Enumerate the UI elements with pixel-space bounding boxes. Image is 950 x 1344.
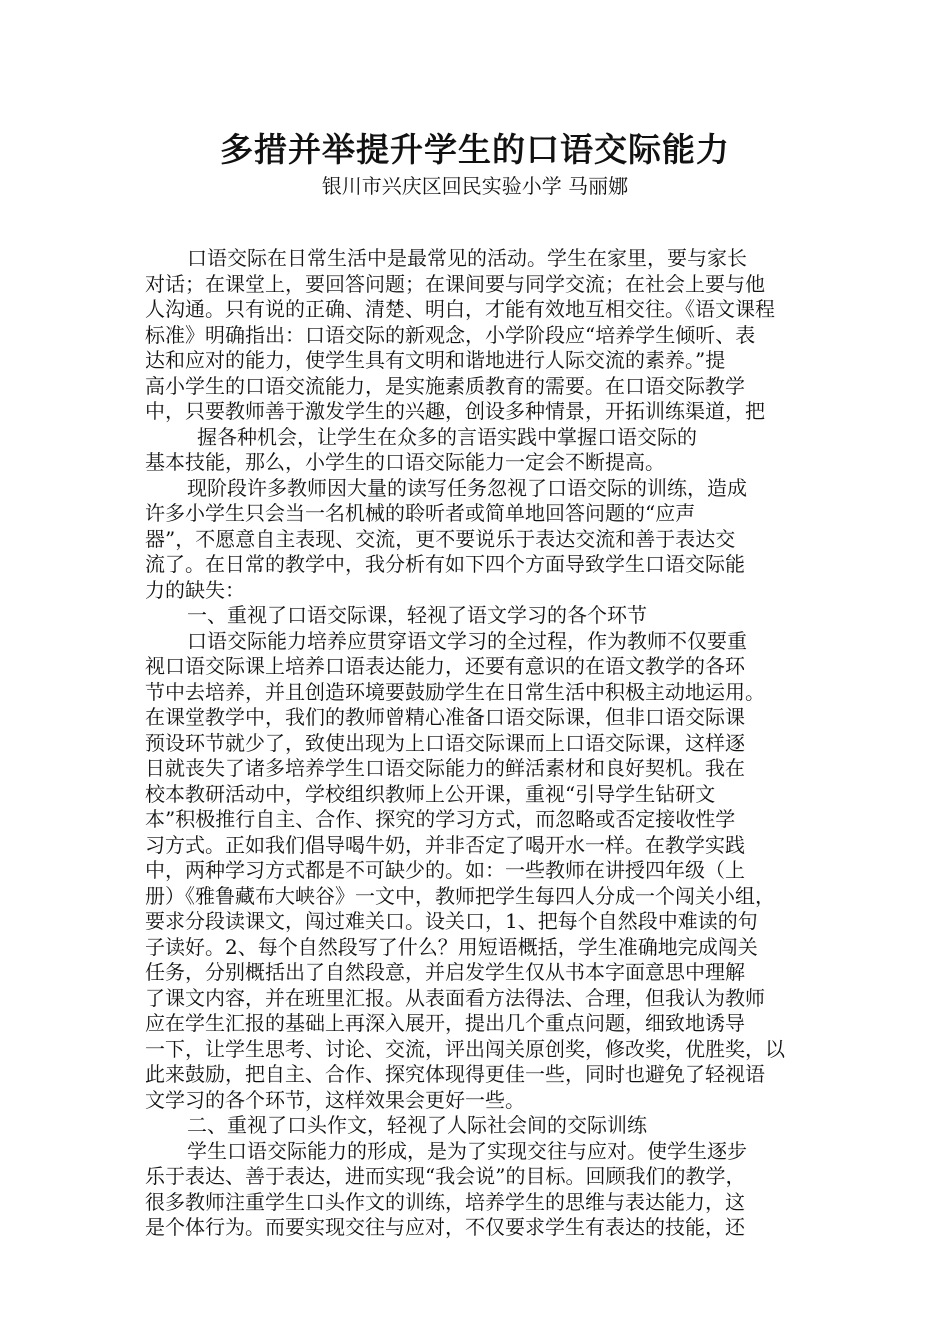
document-body [145, 246, 817, 1241]
text-line: 要求分段读课文，闯过难关口。设关口，1、把每个自然段中难读的句 [145, 909, 758, 933]
text-line: 任务，分别概括出了自然段意，并启发学生仅从书本字面意思中理解 [145, 960, 745, 984]
text-line: 日就丧失了诸多培养学生口语交际能力的鲜活素材和良好契机。我在 [145, 756, 745, 780]
text-line: 是个体行为。而要实现交往与应对，不仅要求学生有表达的技能，还 [145, 1215, 745, 1239]
text-line: 学生口语交际能力的形成，是为了实现交往与应对。使学生逐步 [187, 1138, 747, 1163]
text-line: 器”，不愿意自主表现、交流，更不要说乐于表达交流和善于表达交 [145, 526, 736, 551]
text-line: 基本技能，那么，小学生的口语交际能力一定会不断提高。 [145, 450, 665, 474]
text-line: 应在学生汇报的基础上再深入展开，提出几个重点问题，细致地诱导 [145, 1011, 745, 1035]
text-line: 预设环节就少了，致使出现为上口语交际课而上口语交际课，这样逐 [145, 730, 745, 755]
text-line: 人沟通。只有说的正确、清楚、明白，才能有效地互相交往。《语文课程 [145, 297, 775, 321]
text-line: 册）《雅鲁藏布大峡谷》一文中，教师把学生每四人分成一个闯关小组， [145, 883, 775, 908]
text-line: 握各种机会，让学生在众多的言语实践中掌握口语交际的 [197, 424, 697, 449]
text-line: 子读好。2、每个自然段写了什么？用短语概括，学生准确地完成闯关 [145, 934, 758, 959]
text-line: 高小学生的口语交流能力，是实施素质教育的需要。在口语交际教学 [145, 373, 745, 398]
text-line: 力的缺失： [145, 577, 245, 602]
text-line: 了课文内容，并在班里汇报。从表面看方法得法、合理，但我认为教师 [145, 985, 765, 1010]
text-line: 标准》明确指出：口语交际的新观念，小学阶段应“培养学生倾听、表 [145, 322, 756, 347]
section-heading: 二、重视了口头作文，轻视了人际社会间的交际训练 [187, 1113, 647, 1137]
text-line: 现阶段许多教师因大量的读写任务忽视了口语交际的训练，造成 [187, 475, 747, 500]
text-line: 校本教研活动中，学校组织教师上公开课，重视“引导学生钻研文 [145, 781, 716, 806]
text-line: 一下，让学生思考、讨论、交流，评出闯关原创奖，修改奖，优胜奖，以 [145, 1036, 785, 1061]
text-line: 中，只要教师善于激发学生的兴趣，创设多种情景，开拓训练渠道，把 [145, 399, 765, 423]
text-line: 许多小学生只会当一名机械的聆听者或简单地回答问题的“应声 [145, 501, 696, 525]
text-line: 节中去培养，并且创造环境要鼓励学生在日常生活中积极主动地运用。 [145, 679, 765, 704]
document-title: 多措并举提升学生的口语交际能力 [220, 130, 730, 169]
text-line: 流了。在日常的教学中，我分析有如下四个方面导致学生口语交际能 [145, 552, 745, 576]
text-line: 中，两种学习方式都是不可缺少的。如：一些教师在讲授四年级（上 [145, 858, 745, 882]
text-line: 对话；在课堂上，要回答问题；在课间要与同学交流；在社会上要与他 [145, 271, 765, 296]
text-line: 文学习的各个环节，这样效果会更好一些。 [145, 1087, 525, 1112]
text-line: 达和应对的能力，使学生具有文明和谐地进行人际交流的素养。”提 [145, 348, 726, 372]
text-line: 此来鼓励，把自主、合作、探究体现得更佳一些，同时也避免了轻视语 [145, 1062, 765, 1086]
document-author: 银川市兴庆区回民实验小学 马丽娜 [321, 174, 629, 198]
text-line: 很多教师注重学生口头作文的训练，培养学生的思维与表达能力，这 [145, 1189, 745, 1214]
text-line: 视口语交际课上培养口语表达能力，还要有意识的在语文教学的各环 [145, 654, 745, 678]
text-line: 在课堂教学中，我们的教师曾精心准备口语交际课，但非口语交际课 [145, 705, 745, 729]
text-line: 乐于表达、善于表达，进而实现“我会说”的目标。回顾我们的教学， [145, 1164, 746, 1188]
text-line: 习方式。正如我们倡导喝牛奶，并非否定了喝开水一样。在教学实践 [145, 832, 745, 857]
text-line: 本”积极推行自主、合作、探究的学习方式，而忽略或否定接收性学 [145, 807, 736, 831]
text-line: 口语交际在日常生活中是最常见的活动。学生在家里，要与家长 [187, 246, 747, 270]
text-line: 口语交际能力培养应贯穿语文学习的全过程，作为教师不仅要重 [187, 628, 747, 653]
section-heading: 一、重视了口语交际课，轻视了语文学习的各个环节 [187, 603, 647, 627]
